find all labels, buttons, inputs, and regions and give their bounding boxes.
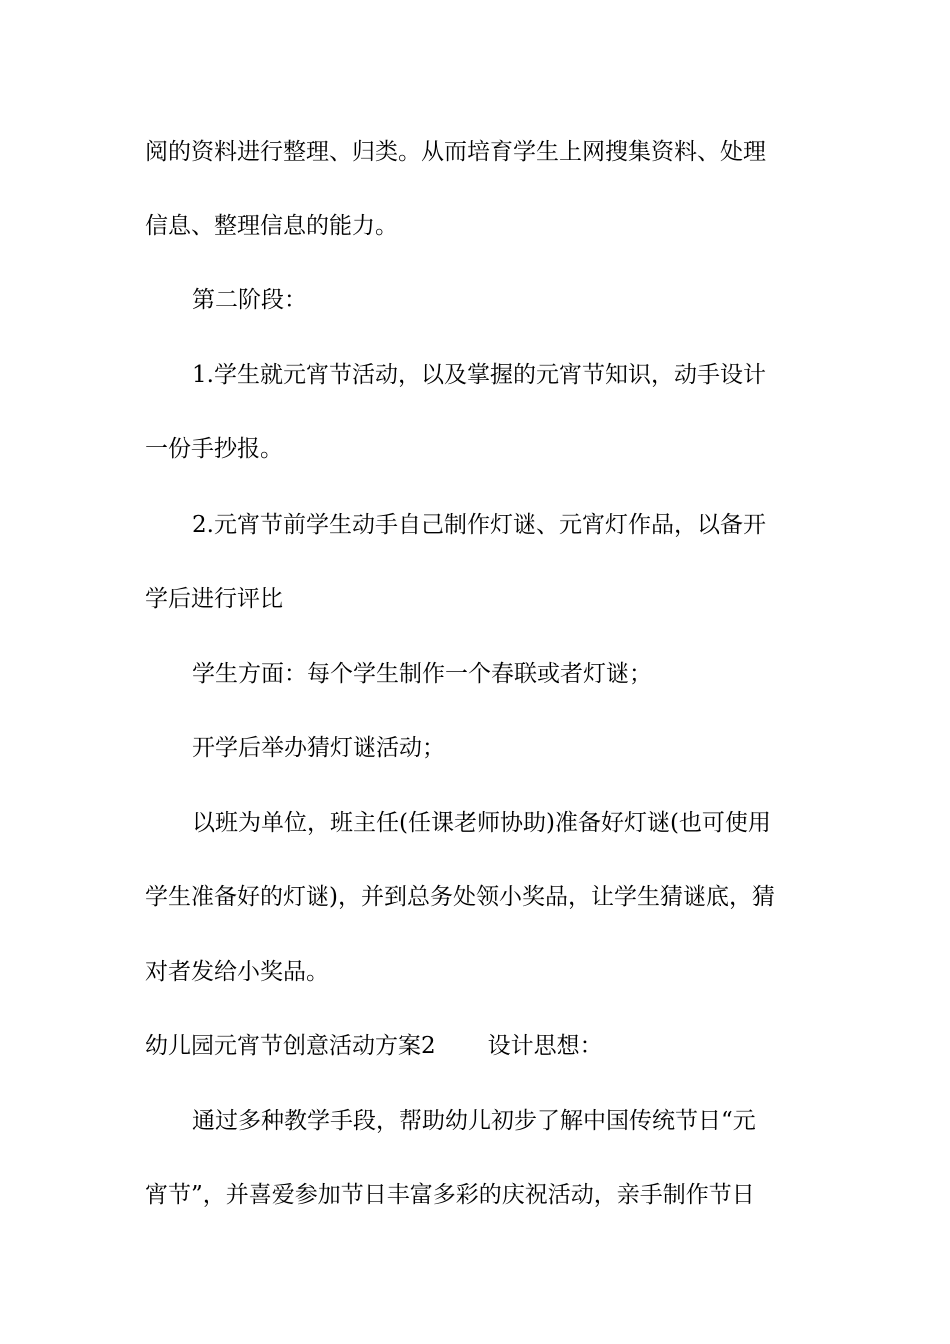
paragraph-line: 宵节”，并喜爱参加节日丰富多彩的庆祝活动，亲手制作节日 (145, 1182, 755, 1208)
paragraph-line: 第二阶段： (192, 287, 307, 313)
paragraph-line: 阅的资料进行整理、归类。从而培育学生上网搜集资料、处理 (145, 139, 766, 165)
paragraph-line: 通过多种教学手段，帮助幼儿初步了解中国传统节日“元 (192, 1108, 756, 1134)
section-subtitle: 设计思想： (487, 1033, 603, 1059)
section-title: 幼儿园元宵节创意活动方案2 (145, 1033, 436, 1059)
paragraph-line: 学生方面：每个学生制作一个春联或者灯谜； (192, 661, 652, 687)
section-heading-line (145, 1031, 810, 1061)
paragraph-line: 1.学生就元宵节活动，以及掌握的元宵节知识，动手设计 (192, 362, 766, 388)
paragraph-line: 以班为单位，班主任(任课老师协助)准备好灯谜(也可使用 (192, 810, 771, 836)
paragraph-line: 学生准备好的灯谜)，并到总务处领小奖品，让学生猜谜底，猜 (145, 884, 775, 910)
paragraph-line: 对者发给小奖品。 (145, 959, 329, 985)
paragraph-line: 一份手抄报。 (145, 436, 283, 462)
paragraph-line: 学后进行评比 (145, 586, 283, 612)
paragraph-line: 2.元宵节前学生动手自己制作灯谜、元宵灯作品，以备开 (192, 512, 766, 538)
paragraph-line: 开学后举办猜灯谜活动； (192, 735, 445, 761)
paragraph-line: 信息、整理信息的能力。 (145, 213, 398, 239)
